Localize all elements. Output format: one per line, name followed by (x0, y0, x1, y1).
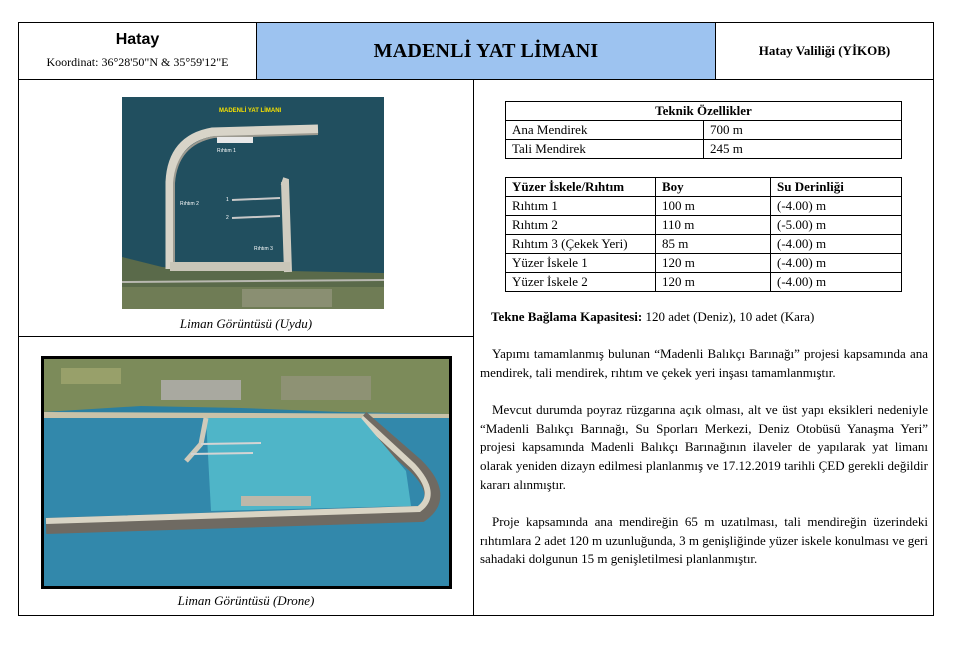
berth-name: Yüzer İskele 2 (506, 273, 656, 292)
details-column (474, 80, 933, 615)
berth-length: 100 m (656, 197, 771, 216)
label-pontoon-1: 1 (226, 197, 229, 203)
table-row (506, 216, 902, 235)
page-title: MADENLİ YAT LİMANI (373, 39, 599, 62)
paragraph-1: Yapımı tamamlanmış bulunan “Madenli Balıkçı Barınağı” projesi kapsamında ana mendirek, tali mendirek, rıhtım ve çekek yeri inşası tamamlanmıştır. (480, 346, 928, 380)
capacity-label: Tekne Bağlama Kapasitesi: (491, 309, 643, 324)
authority-name: Hatay Valiliği (YİKOB) (758, 43, 891, 58)
boat-capacity (491, 309, 814, 325)
satellite-image (122, 97, 384, 309)
table-row (506, 235, 902, 254)
berth-depth: (-4.00) m (771, 273, 902, 292)
berth-table (505, 177, 902, 292)
header-title (257, 23, 716, 80)
satellite-image-cell (19, 80, 474, 337)
spec-name: Tali Mendirek (506, 140, 704, 159)
col-berth: Yüzer İskele/Rıhtım (506, 178, 656, 197)
berth-table-header (506, 178, 902, 197)
header-authority (716, 23, 933, 80)
coordinates: Koordinat: 36°28'50"N & 35°59'12"E (46, 55, 229, 69)
berth-name: Rıhtım 1 (506, 197, 656, 216)
berth-name: Yüzer İskele 1 (506, 254, 656, 273)
region-name: Hatay (115, 31, 160, 48)
table-row (506, 197, 902, 216)
technical-specs-title: Teknik Özellikler (506, 102, 902, 121)
berth-depth: (-4.00) m (771, 197, 902, 216)
paragraph-3: Proje kapsamında ana mendireğin 65 m uzatılması, tali mendireğin üzerindeki rıhtımlara 2 adet 120 m uzunluğunda, 3 m genişliğinde yüzer iskele konulması ve geri sahadaki dolgunun 15 m genişletilmesi planlanmıştır. (480, 514, 928, 567)
berth-length: 120 m (656, 273, 771, 292)
col-depth: Su Derinliği (771, 178, 902, 197)
spec-name: Ana Mendirek (506, 121, 704, 140)
berth-length: 110 m (656, 216, 771, 235)
drone-image (41, 356, 452, 589)
capacity-value: 120 adet (Deniz), 10 adet (Kara) (642, 309, 815, 324)
berth-depth: (-5.00) m (771, 216, 902, 235)
header-location (19, 23, 257, 80)
label-rihtim-3: Rıhtım 3 (254, 246, 273, 252)
berth-name: Rıhtım 3 (Çekek Yeri) (506, 235, 656, 254)
berth-length: 120 m (656, 254, 771, 273)
berth-depth: (-4.00) m (771, 254, 902, 273)
berth-depth: (-4.00) m (771, 235, 902, 254)
drone-image-cell (19, 337, 474, 615)
table-row (506, 254, 902, 273)
drone-caption: Liman Görüntüsü (Drone) (177, 593, 315, 608)
label-rihtim-1: Rıhtım 1 (217, 148, 236, 154)
col-length: Boy (656, 178, 771, 197)
label-rihtim-2: Rıhtım 2 (180, 201, 199, 207)
label-pontoon-2: 2 (226, 215, 229, 221)
table-row (506, 140, 902, 159)
spec-value: 700 m (704, 121, 902, 140)
paragraph-2: Mevcut durumda poyraz rüzgarına açık olması, alt ve üst yapı eksikleri nedeniyle “Madenli Balıkçı Barınağı, Su Sporları Merkezi, Deniz Otobüsü Yanaşma Yeri” projesi kapsamında Madenli Balıkçı Barınağının ilaveler de yapılarak yat limanı olarak yeniden dizayn edilmesi planlanmış ve 17.12.2019 tarihli ÇED gerekli değildir kararı alınmıştır. (480, 402, 928, 492)
technical-specs-table (505, 101, 902, 159)
info-sheet (18, 22, 934, 616)
satellite-caption: Liman Görüntüsü (Uydu) (179, 316, 313, 331)
berth-length: 85 m (656, 235, 771, 254)
table-row (506, 273, 902, 292)
spec-value: 245 m (704, 140, 902, 159)
satellite-title-label: MADENLİ YAT LİMANI (219, 108, 282, 114)
berth-name: Rıhtım 2 (506, 216, 656, 235)
table-row (506, 121, 902, 140)
